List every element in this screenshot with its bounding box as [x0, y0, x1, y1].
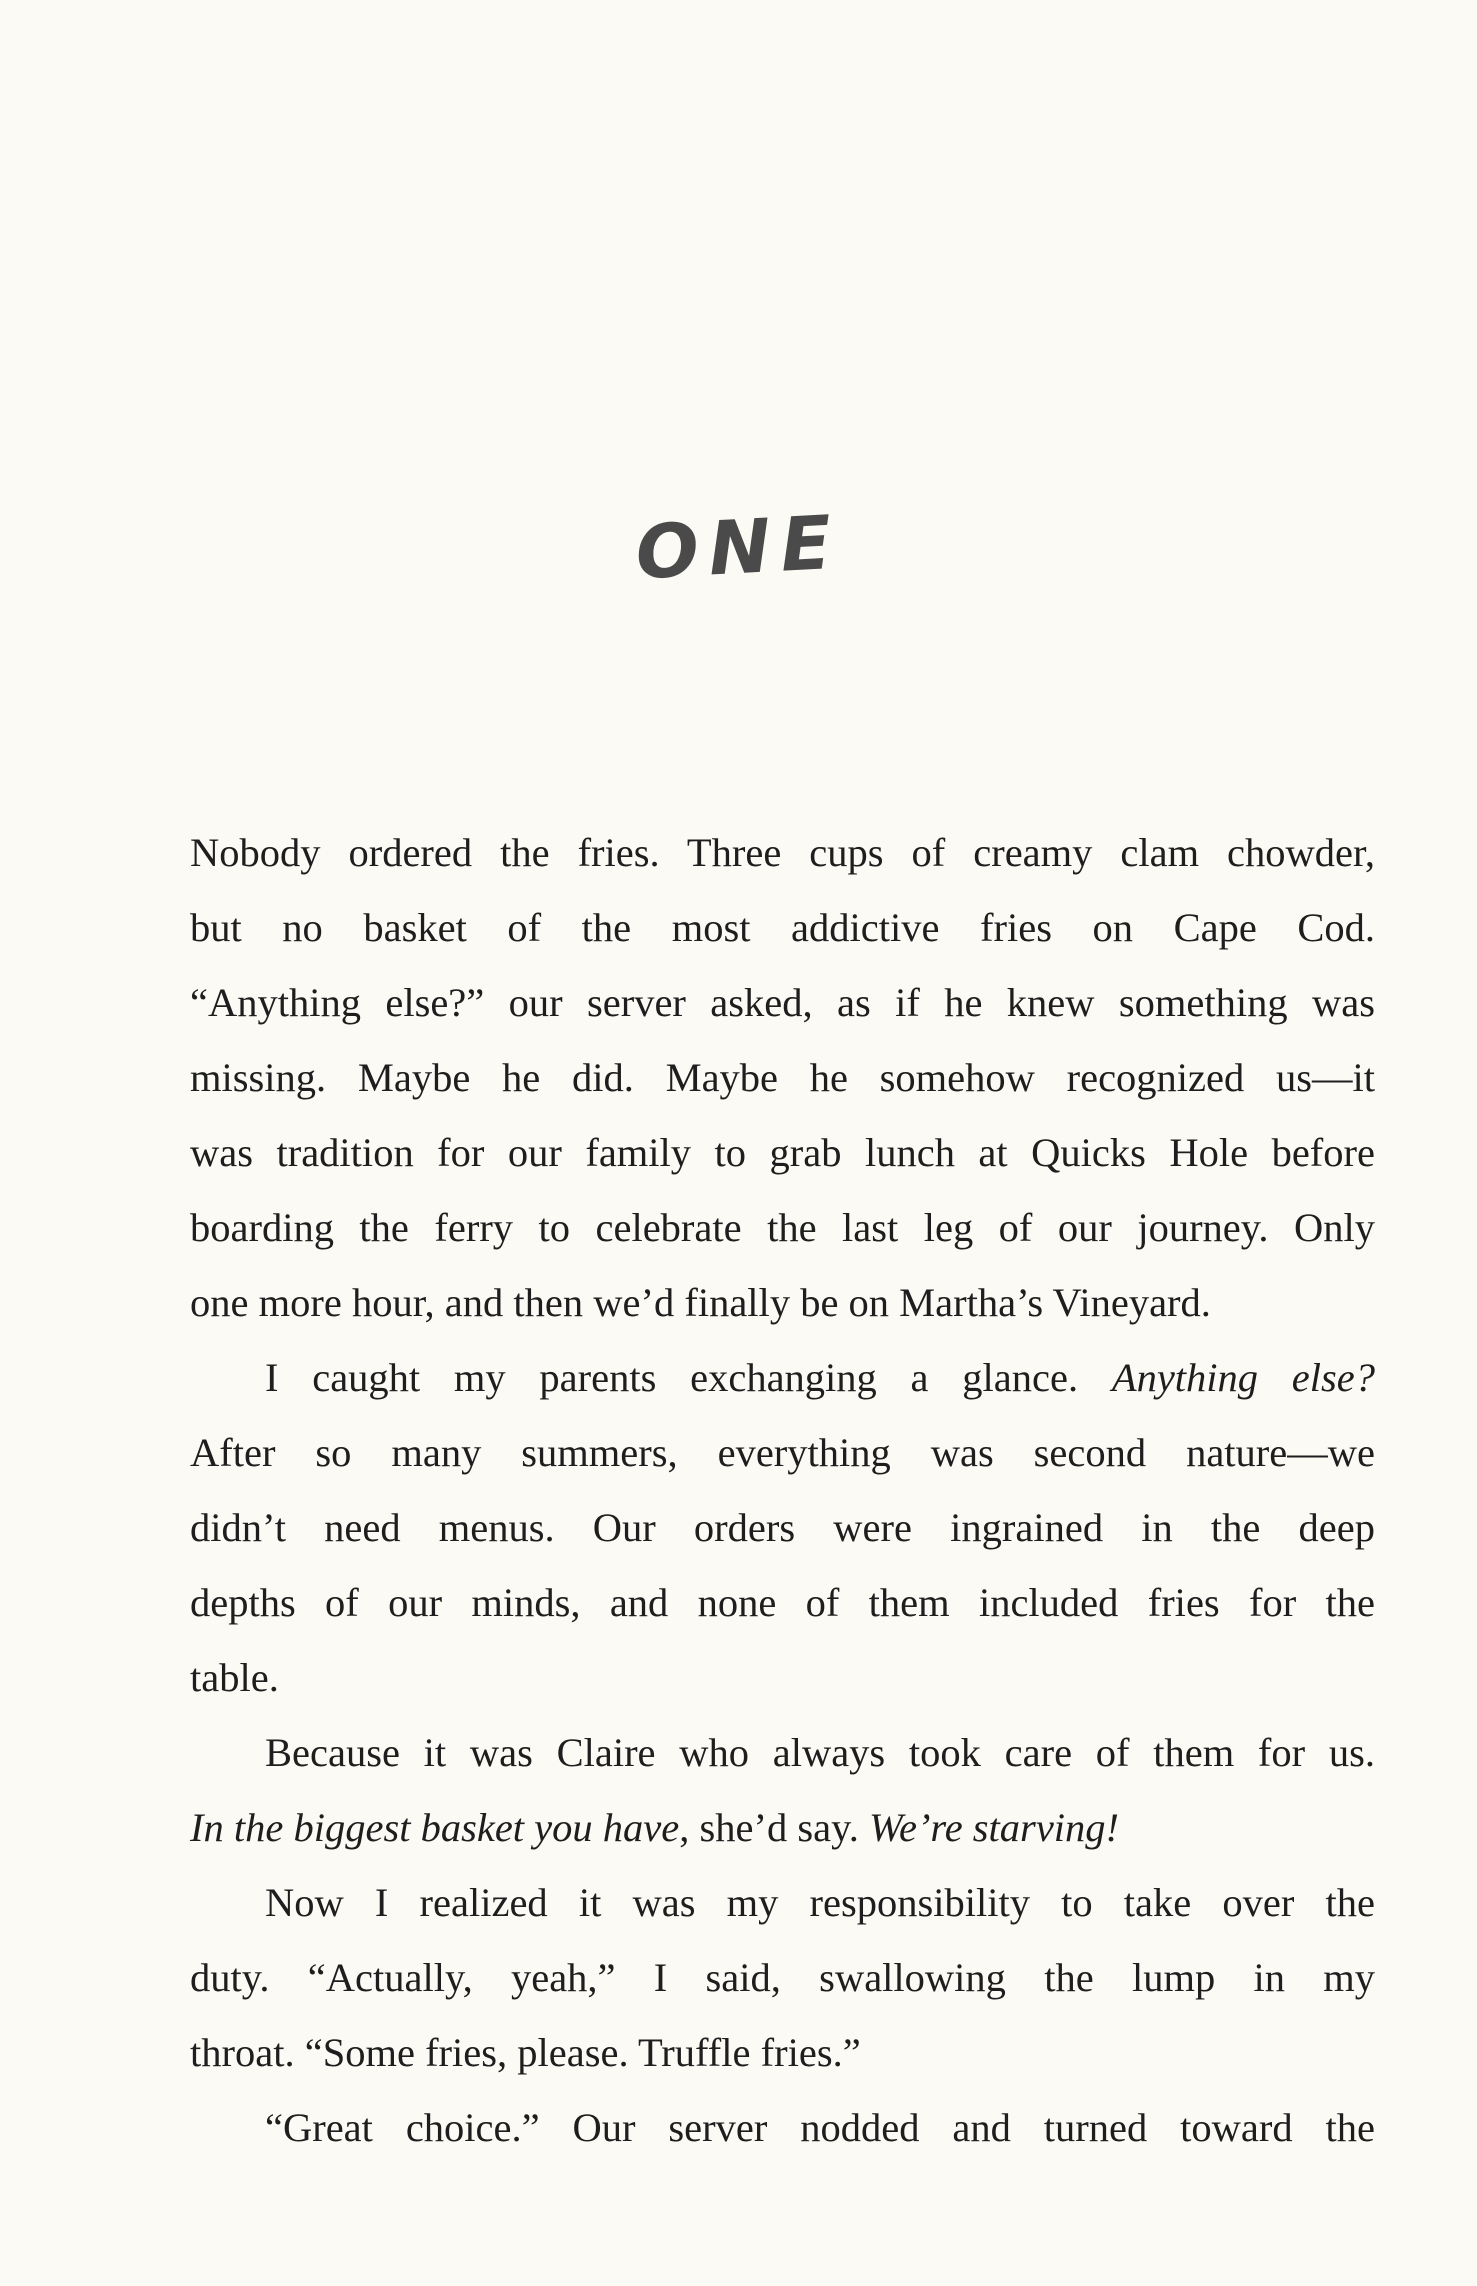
text-line: “Anything else?” our server asked, as if he knew something was	[190, 980, 1375, 1025]
text-line	[190, 1790, 1375, 1865]
text-line: but no basket of the most addictive fries on Cape Cod.	[190, 905, 1375, 950]
text-line: throat. “Some fries, please. Truffle fries.”	[190, 2030, 861, 2075]
text-line: was tradition for our family to grab lunch at Quicks Hole before	[190, 1130, 1375, 1175]
chapter-body	[190, 815, 1375, 2165]
text-segment: I caught my parents exchanging a glance.	[265, 1355, 1112, 1400]
text-line: boarding the ferry to celebrate the last leg of our journey. Only	[190, 1205, 1375, 1250]
text-line: Because it was Claire who always took care of them for us.	[265, 1730, 1375, 1775]
text-line	[190, 1340, 1375, 1415]
text-line: duty. “Actually, yeah,” I said, swallowing the lump in my	[190, 1955, 1375, 2000]
text-line: one more hour, and then we’d finally be on Martha’s Vineyard.	[190, 1280, 1211, 1325]
text-line: missing. Maybe he did. Maybe he somehow recognized us—it	[190, 1055, 1375, 1100]
text-line: didn’t need menus. Our orders were ingrained in the deep	[190, 1505, 1375, 1550]
text-line: “Great choice.” Our server nodded and turned toward the	[265, 2105, 1375, 2150]
italic-text: In the biggest basket you have	[190, 1805, 680, 1850]
text-line: table.	[190, 1655, 279, 1700]
text-line: After so many summers, everything was second nature—we	[190, 1430, 1375, 1475]
italic-text: Anything else?	[1111, 1355, 1376, 1400]
text-line: depths of our minds, and none of them included fries for the	[190, 1580, 1375, 1625]
text-line: Now I realized it was my responsibility to take over the	[265, 1880, 1375, 1925]
text-line: Nobody ordered the fries. Three cups of creamy clam chowder,	[190, 830, 1375, 875]
text-segment: , she’d say.	[679, 1805, 869, 1850]
italic-text: We’re starving!	[868, 1805, 1120, 1850]
chapter-title: ONE	[633, 499, 844, 597]
